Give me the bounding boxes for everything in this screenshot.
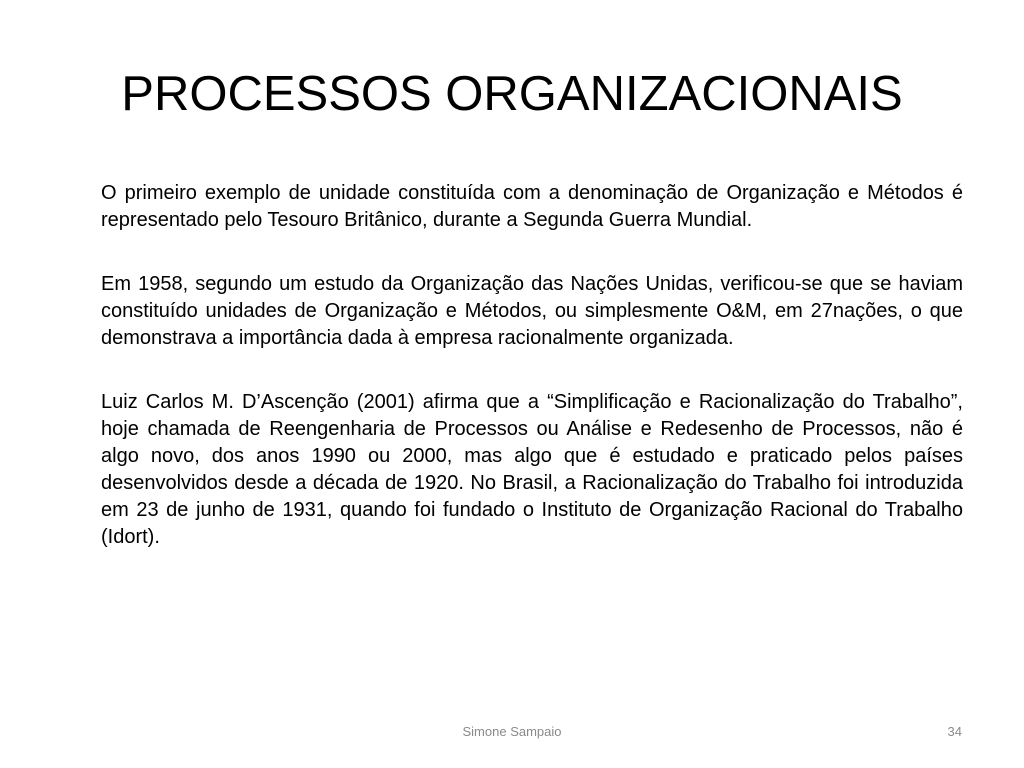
paragraph-racionalizacao-trabalho: Luiz Carlos M. D’Ascenção (2001) afirma que a “Simplificação e Racionalização do Trabalho”, hoje chamada de Reengenharia de Processos ou Análise e Redesenho de Processos, não é algo novo, dos anos 1990 ou 2000, mas algo que é estudado e praticado pelos países desenvolvidos desde a década de 1920. No Brasil, a Racionalização do Trabalho foi introduzida em 23 de junho de 1931, quando foi fundado o Instituto de Organização Racional do Trabalho (Idort). <box>101 391 963 548</box>
footer-page-number: 34 <box>947 724 962 739</box>
slide-title: PROCESSOS ORGANIZACIONAIS <box>121 67 903 121</box>
paragraph-onu-1958: Em 1958, segundo um estudo da Organização das Nações Unidas, verificou-se que se haviam constituído unidades de Organização e Métodos, ou simplesmente O&M, em 27nações, o que demonstrava a importância dada à empresa racionalmente organizada. <box>101 273 963 349</box>
slide-body <box>101 180 963 588</box>
footer-author: Simone Sampaio <box>462 724 562 739</box>
paragraph-tesouro-britanico: O primeiro exemplo de unidade constituída com a denominação de Organização e Métodos é representado pelo Tesouro Britânico, durante a Segunda Guerra Mundial. <box>101 182 963 231</box>
